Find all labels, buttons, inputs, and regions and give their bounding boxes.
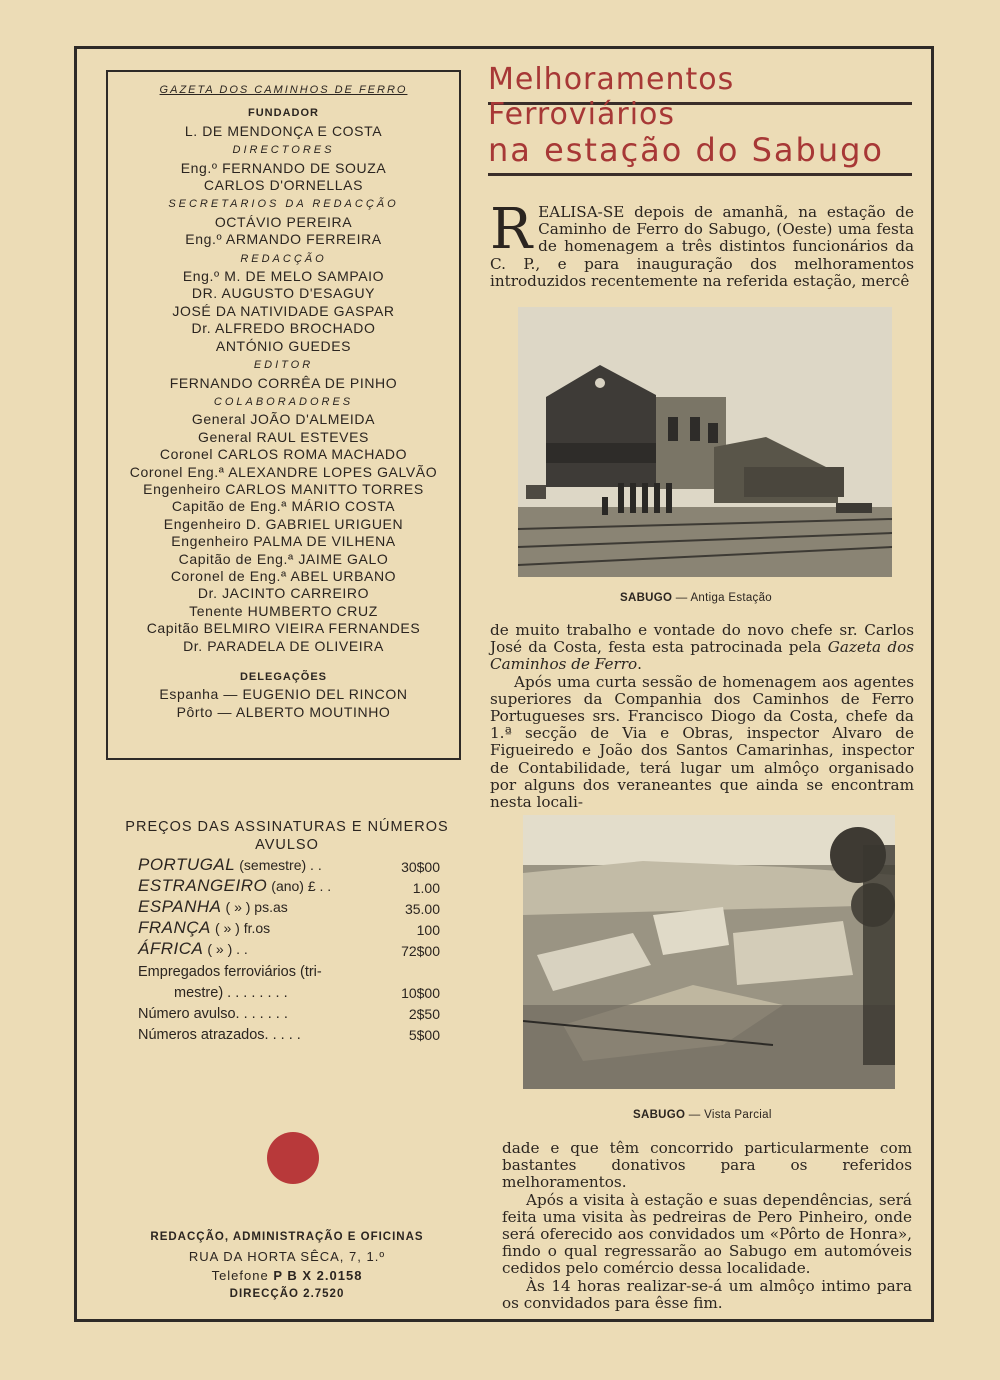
- redaccao-name: Eng.º M. DE MELO SAMPAIO: [182, 268, 385, 285]
- price-value: 30$00: [401, 859, 440, 875]
- station-photo-drawing: [518, 307, 892, 577]
- caption-text: — Vista Parcial: [688, 1109, 772, 1121]
- founder-label: FUNDADOR: [248, 107, 319, 120]
- article-body-bottom: [502, 1140, 912, 1312]
- price-value: 72$00: [401, 943, 440, 959]
- office-street: RUA DA HORTA SÊCA, 7, 1.º: [188, 1249, 386, 1264]
- director-name: Eng.º FERNANDO DE SOUZA: [180, 159, 387, 176]
- photo-caption: [620, 592, 772, 604]
- prices-heading-2: AVULSO: [255, 837, 319, 853]
- collaborator-name: Engenheiro PALMA DE VILHENA: [171, 533, 396, 550]
- redaccao-label: REDACÇÃO: [240, 252, 327, 265]
- collaborator-name: Capitão de Eng.ª JAIME GALO: [178, 550, 389, 567]
- price-row: [112, 938, 462, 959]
- caption-text: — Antiga Estação: [675, 592, 772, 604]
- price-period: ( » ) fr.os: [214, 920, 271, 936]
- editor-label: EDITOR: [253, 359, 314, 372]
- caption-place: SABUGO: [620, 592, 673, 604]
- employees-price: 10$00: [401, 985, 440, 1001]
- article-paragraph: EALISA-SE depois de amanhã, na estação de Caminho de Ferro do Sabugo, (Oeste) uma festa de homenagem a três distintos funcionários da C. P., e para inauguração dos melhoramentos introduzidos recentemente na referida estação, mercê: [490, 203, 914, 290]
- editor-name: FERNANDO CORRÊA DE PINHO: [169, 374, 398, 391]
- employees-label: Empregados ferroviários (tri-: [138, 964, 322, 980]
- collaborator-name: Dr. PARADELA DE OLIVEIRA: [183, 637, 384, 654]
- price-country: FRANÇA: [138, 918, 211, 937]
- employees-label-2: mestre) . . . . . . . .: [174, 985, 288, 1001]
- price-period: ( » ) ps.as: [225, 899, 288, 915]
- collaborator-name: General JOÃO D'ALMEIDA: [191, 411, 376, 428]
- redaccao-name: DR. AUGUSTO D'ESAGUY: [191, 285, 376, 302]
- direction-phone: DIRECÇÃO 2.7520: [229, 1288, 345, 1300]
- photo-caption: [633, 1109, 772, 1121]
- price-country: ESPANHA: [138, 897, 222, 916]
- red-seal-stamp: [267, 1132, 319, 1184]
- price-row: [112, 854, 462, 875]
- article-title: [488, 62, 912, 176]
- office-address: [112, 1228, 462, 1304]
- redaccao-name: JOSÉ DA NATIVIDADE GASPAR: [172, 302, 395, 319]
- title-line-1: Melhoramentos Ferroviários: [488, 62, 912, 105]
- phone-label: Telefone: [211, 1268, 269, 1283]
- founder-name: L. DE MENDONÇA E COSTA: [184, 122, 383, 139]
- single-issue-label: Número avulso. . . . . . .: [138, 1006, 288, 1022]
- secretaries-label: SECRETARIOS DA REDACÇÃO: [168, 198, 399, 211]
- directors-label: DIRECTORES: [232, 144, 335, 157]
- price-row: [112, 875, 462, 896]
- price-period: (semestre) . .: [239, 857, 322, 873]
- price-period: (ano) £ . .: [271, 878, 332, 894]
- subscription-prices: [112, 818, 462, 1043]
- article-paragraph: dade e que têm concorrido particularmente com bastantes donativos para os referidos melhoramentos.: [502, 1139, 912, 1192]
- title-line-2: na estação do Sabugo: [488, 131, 912, 176]
- price-country: ÁFRICA: [138, 939, 204, 958]
- phone-number: P B X 2.0158: [273, 1268, 363, 1283]
- collaborator-name: Engenheiro CARLOS MANITTO TORRES: [143, 480, 424, 497]
- article-paragraph: Após a visita à estação e suas dependências, será feita uma visita às pedreiras de Pero Pinheiro, onde será oferecido aos convidados um «Pôrto de Honra», findo o qual regressarão ao Sabugo em automóveis cedidos pelo comércio dessa localidade.: [502, 1190, 912, 1278]
- price-row: [112, 917, 462, 938]
- collaborator-name: Coronel CARLOS ROMA MACHADO: [159, 446, 408, 463]
- price-value: 35.00: [404, 901, 440, 917]
- station-photo: [518, 307, 892, 577]
- back-issues-price: 5$00: [408, 1027, 440, 1043]
- village-photo-drawing: [523, 815, 895, 1089]
- delegations-label: DELEGAÇÕES: [239, 671, 327, 683]
- director-name: CARLOS D'ORNELLAS: [203, 177, 364, 194]
- article-intro: [490, 197, 914, 294]
- article-paragraph: de muito trabalho e vontade do novo chefe sr. Carlos José da Costa, festa esta patrocinada pela Gazeta dos Caminhos de Ferro.: [490, 621, 915, 674]
- price-country: ESTRANGEIRO: [138, 876, 268, 895]
- delegation-entry: Pôrto — ALBERTO MOUTINHO: [176, 703, 391, 720]
- price-value: 100: [416, 922, 440, 938]
- price-country: PORTUGAL: [138, 855, 236, 874]
- collaborator-name: Engenheiro D. GABRIEL URIGUEN: [163, 515, 404, 532]
- collaborator-name: Capitão de Eng.ª MÁRIO COSTA: [171, 498, 396, 515]
- article-paragraph: Após uma curta sessão de homenagem aos agentes superiores da Companhia dos Caminhos de Ferro Portugueses srs. Francisco Diogo da Costa, chefe da 1.ª secção de Via e Obras, inspector Alvaro de Figueiredo e João dos Santos Camarinhas, inspector de Contabilidade, terá lugar um almôço organisado por alguns dos veraneantes que ainda se encontram nesta locali-: [490, 672, 914, 812]
- back-issues-label: Números atrazados. . . . .: [138, 1027, 301, 1043]
- secretary-name: Eng.º ARMANDO FERREIRA: [185, 231, 382, 248]
- price-value: 1.00: [412, 880, 440, 896]
- drop-cap: R: [490, 197, 533, 262]
- office-line: REDACÇÃO, ADMINISTRAÇÃO E OFICINAS: [150, 1231, 424, 1243]
- price-period: ( » ) . .: [207, 941, 248, 957]
- caption-place: SABUGO: [633, 1109, 686, 1121]
- collaborator-name: Tenente HUMBERTO CRUZ: [189, 602, 378, 619]
- article-paragraph: Às 14 horas realizar-se-á um almôço intimo para os convidados para êsse fim.: [502, 1276, 912, 1312]
- prices-heading: PREÇOS DAS ASSINATURAS E NÚMEROS: [125, 819, 449, 835]
- collaborators-label: COLABORADORES: [213, 395, 354, 408]
- masthead-box: [106, 70, 461, 760]
- price-row: [112, 896, 462, 917]
- article-body-middle: [490, 622, 914, 811]
- collaborator-name: Coronel Eng.ª ALEXANDRE LOPES GALVÃO: [129, 463, 438, 480]
- collaborator-name: General RAUL ESTEVES: [198, 428, 369, 445]
- publication-name: GAZETA DOS CAMINHOS DE FERRO: [159, 84, 408, 96]
- collaborator-name: Coronel de Eng.ª ABEL URBANO: [170, 567, 397, 584]
- delegation-entry: Espanha — EUGENIO DEL RINCON: [159, 686, 408, 703]
- publication-reference: Gazeta dos Caminhos de Ferro: [490, 638, 915, 674]
- secretary-name: OCTÁVIO PEREIRA: [214, 213, 353, 230]
- village-photo: [523, 815, 895, 1089]
- redaccao-name: ANTÓNIO GUEDES: [215, 337, 352, 354]
- redaccao-name: Dr. ALFREDO BROCHADO: [191, 320, 376, 337]
- single-issue-price: 2$50: [408, 1006, 440, 1022]
- collaborator-name: Dr. JACINTO CARREIRO: [197, 585, 370, 602]
- collaborator-name: Capitão BELMIRO VIEIRA FERNANDES: [146, 620, 421, 637]
